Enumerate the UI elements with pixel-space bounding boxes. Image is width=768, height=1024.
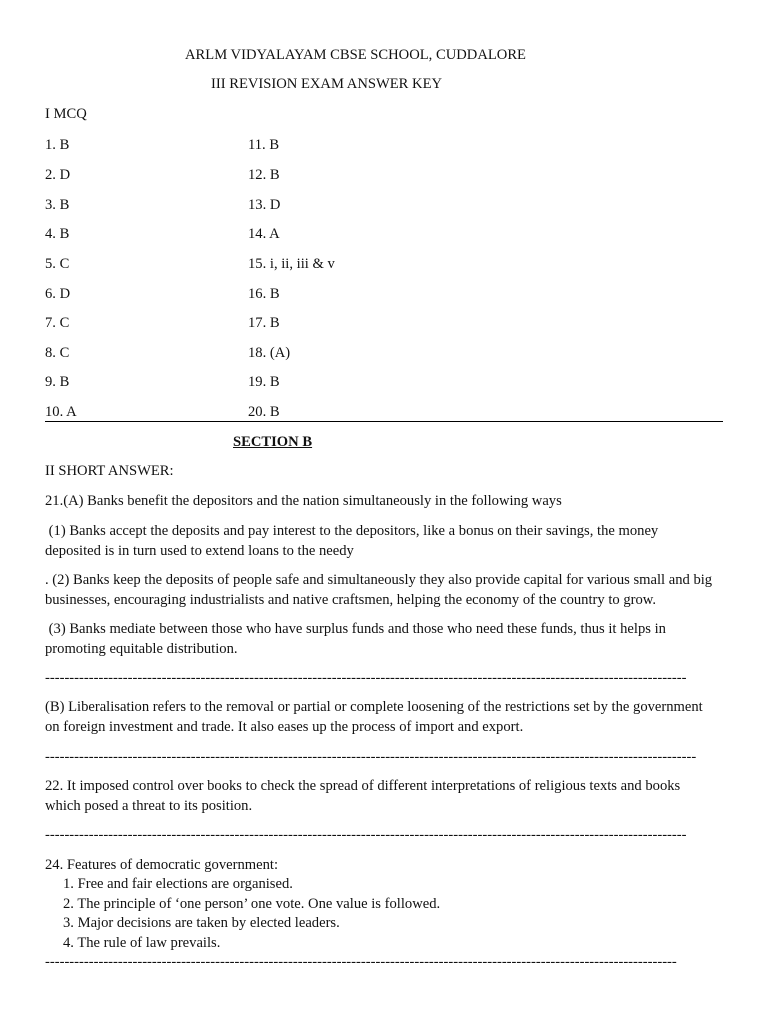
q21a-point-3: (3) Banks mediate between those who have surplus funds and those who need these funds, thus it helps in promoting equitable distribution.: [45, 621, 670, 657]
mcq-answer: 8. C: [45, 345, 70, 361]
q22-answer: 22. It imposed control over books to check the spread of different interpretations of religious texts and books which posed a threat to its position.: [45, 778, 681, 814]
dashed-separator: --------------------------------------------------------------------------------------------------------------------------------------: [45, 749, 697, 765]
dashed-separator: ----------------------------------------------------------------------------------------------------------------------------------: [45, 954, 677, 970]
school-name: ARLM VIDYALAYAM CBSE SCHOOL, CUDDALORE: [185, 47, 526, 63]
mcq-answer: 16. B: [248, 286, 280, 302]
mcq-answer: 2. D: [45, 167, 71, 183]
dashed-separator: ------------------------------------------------------------------------------------------------------------------------------------: [45, 670, 687, 686]
short-answer-heading: II SHORT ANSWER:: [45, 463, 174, 479]
mcq-answer: 11. B: [248, 137, 280, 153]
exam-title: III REVISION EXAM ANSWER KEY: [211, 76, 443, 92]
mcq-answer: 12. B: [248, 167, 280, 183]
mcq-answer: 4. B: [45, 226, 70, 242]
mcq-answer: 20. B: [248, 404, 280, 420]
q24-feature-item: 4. The rule of law prevails.: [63, 934, 221, 951]
q24-feature-item: 3. Major decisions are taken by elected leaders.: [63, 915, 340, 932]
mcq-answer: 19. B: [248, 374, 280, 390]
mcq-answer: 17. B: [248, 315, 280, 331]
mcq-answer: 10. A: [45, 404, 77, 420]
section-title: SECTION B: [233, 434, 313, 450]
dashed-separator: ------------------------------------------------------------------------------------------------------------------------------------: [45, 827, 687, 843]
q24-answer: [45, 856, 440, 953]
mcq-answer: 9. B: [45, 374, 70, 390]
q24-feature-item: 1. Free and fair elections are organised.: [63, 876, 293, 893]
mcq-answer: 6. D: [45, 286, 71, 302]
q21a-point-1: (1) Banks accept the deposits and pay interest to the depositors, like a bonus on their savings, the money deposited is in turn used to extend loans to the needy: [45, 523, 662, 559]
mcq-answer: 15. i, ii, iii & v: [248, 256, 335, 272]
mcq-answer: 7. C: [45, 315, 70, 331]
mcq-answer: 14. A: [248, 226, 280, 242]
mcq-heading: I MCQ: [45, 106, 87, 122]
mcq-answer: 3. B: [45, 197, 70, 213]
q21a-intro: 21.(A) Banks benefit the depositors and the nation simultaneously in the following ways: [45, 493, 562, 509]
q21a-point-2: . (2) Banks keep the deposits of people safe and simultaneously they also provide capital for various small and big businesses, encouraging industrialists and native craftsmen, helping the economy of the country to grow.: [45, 572, 713, 608]
q21b-answer: (B) Liberalisation refers to the removal or partial or complete loosening of the restrictions set by the government on foreign investment and trade. It also eases up the process of import and export.: [45, 699, 703, 735]
mcq-answer: 1. B: [45, 137, 70, 153]
q24-heading: 24. Features of democratic government:: [45, 857, 279, 873]
mcq-answer: 18. (A): [248, 345, 291, 361]
mcq-answer: 5. C: [45, 256, 70, 272]
mcq-answer: 13. D: [248, 197, 281, 213]
section-divider: [45, 421, 723, 422]
q24-feature-item: 2. The principle of ‘one person’ one vote. One value is followed.: [63, 895, 441, 912]
